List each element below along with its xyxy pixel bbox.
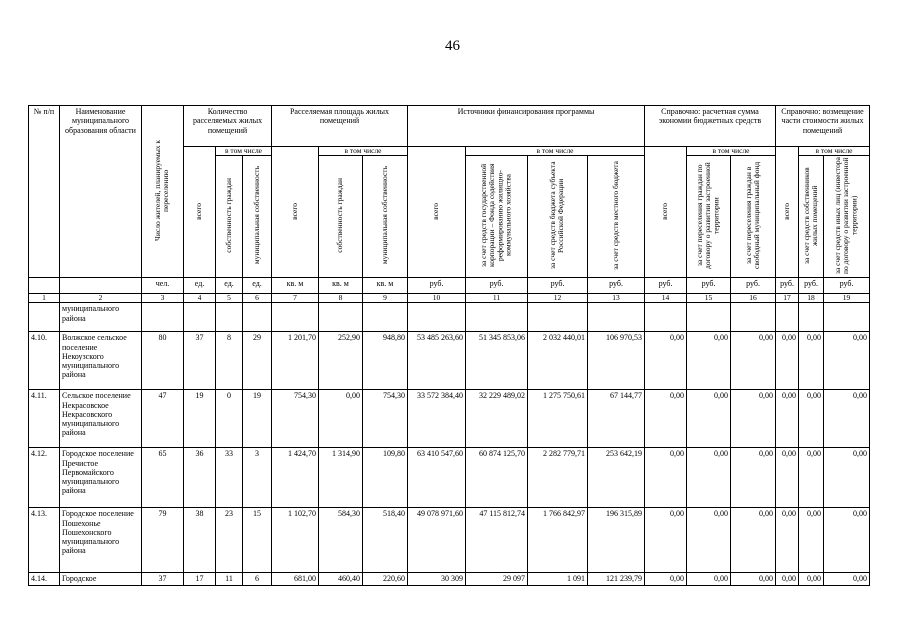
value-cell: 49 078 971,60 <box>408 508 466 573</box>
units-cell: чел. <box>142 278 184 294</box>
table-row <box>29 390 870 448</box>
header-econ-in-that: в том числе <box>687 147 776 156</box>
column-number: 2 <box>60 294 142 303</box>
value-cell: 0,00 <box>824 508 870 573</box>
empty-cell <box>408 303 466 332</box>
municipality-name: Сельское поселение Некрасовское Некрасовского муниципального района <box>60 390 142 448</box>
value-cell: 0 <box>216 390 243 448</box>
municipality-name: Городское <box>60 573 142 585</box>
value-cell: 53 485 263,60 <box>408 332 466 390</box>
header-fund: за счет средств государственной корпорации – Фонда содействия реформированию жилищно-коммунального хозяйства <box>466 156 528 278</box>
column-number: 17 <box>776 294 799 303</box>
header-quantity-in-that: в том числе <box>216 147 272 156</box>
header-quantity-municipal: муниципальная собственность <box>243 156 272 278</box>
value-cell: 0,00 <box>799 573 824 585</box>
header-area-municipal: муниципальная собственность <box>363 156 408 278</box>
empty-cell <box>645 303 687 332</box>
value-cell: 0,00 <box>776 390 799 448</box>
header-local: за счет средств местного бюджета <box>588 156 645 278</box>
value-cell: 0,00 <box>731 448 776 508</box>
column-number: 3 <box>142 294 184 303</box>
value-cell: 252,90 <box>319 332 363 390</box>
value-cell: 0,00 <box>799 508 824 573</box>
header-comp-other: за счет средств иных лиц (инвестора по договору о развитии застроенной территории) <box>824 156 870 278</box>
header-econ-territory: за счет переселения граждан по договору о развитии застроенной территории <box>687 156 731 278</box>
value-cell: 0,00 <box>824 332 870 390</box>
table-row <box>29 508 870 573</box>
value-cell: 37 <box>184 332 216 390</box>
value-cell: 0,00 <box>824 448 870 508</box>
column-number: 19 <box>824 294 870 303</box>
column-number: 11 <box>466 294 528 303</box>
value-cell: 0,00 <box>824 390 870 448</box>
value-cell: 0,00 <box>776 332 799 390</box>
units-row <box>29 278 870 294</box>
value-cell: 681,00 <box>272 573 319 585</box>
value-cell: 754,30 <box>272 390 319 448</box>
column-number: 14 <box>645 294 687 303</box>
value-cell: 33 572 384,40 <box>408 390 466 448</box>
column-number: 7 <box>272 294 319 303</box>
table-row <box>29 573 870 585</box>
value-cell: 0,00 <box>645 508 687 573</box>
row-number: 4.10. <box>29 332 60 390</box>
header-quantity-citizens: собственность граждан <box>216 156 243 278</box>
header-quantity-total: всего <box>184 147 216 278</box>
column-number: 8 <box>319 294 363 303</box>
value-cell: 0,00 <box>799 448 824 508</box>
value-cell: 106 970,53 <box>588 332 645 390</box>
row-number: 4.14. <box>29 573 60 585</box>
value-cell: 0,00 <box>776 448 799 508</box>
column-number: 6 <box>243 294 272 303</box>
value-cell: 19 <box>184 390 216 448</box>
header-sources-in-that: в том числе <box>466 147 645 156</box>
value-cell: 0,00 <box>645 332 687 390</box>
municipality-name: Волжское сельское поселение Некоузского муниципального района <box>60 332 142 390</box>
empty-cell <box>799 303 824 332</box>
value-cell: 2 282 779,71 <box>528 448 588 508</box>
value-cell: 80 <box>142 332 184 390</box>
value-cell: 6 <box>243 573 272 585</box>
empty-cell <box>216 303 243 332</box>
value-cell: 2 032 440,01 <box>528 332 588 390</box>
value-cell: 460,40 <box>319 573 363 585</box>
value-cell: 518,40 <box>363 508 408 573</box>
column-number: 15 <box>687 294 731 303</box>
value-cell: 1 424,70 <box>272 448 319 508</box>
row-number: 4.11. <box>29 390 60 448</box>
header-num: № п/п <box>29 106 60 278</box>
units-cell: руб. <box>799 278 824 294</box>
value-cell: 3 <box>243 448 272 508</box>
units-cell: кв. м <box>272 278 319 294</box>
municipality-name: Городское поселение Пречистое Первомайского муниципального района <box>60 448 142 508</box>
value-cell: 196 315,89 <box>588 508 645 573</box>
value-cell: 0,00 <box>731 390 776 448</box>
column-number: 1 <box>29 294 60 303</box>
value-cell: 30 309 <box>408 573 466 585</box>
value-cell: 1 766 842,97 <box>528 508 588 573</box>
empty-cell <box>363 303 408 332</box>
header-area-citizens: собственность граждан <box>319 156 363 278</box>
table-row <box>29 448 870 508</box>
value-cell: 948,80 <box>363 332 408 390</box>
value-cell: 0,00 <box>687 448 731 508</box>
municipality-name: Городское поселение Пошехонье Пошехонского муниципального района <box>60 508 142 573</box>
value-cell: 11 <box>216 573 243 585</box>
empty-cell <box>588 303 645 332</box>
column-number: 9 <box>363 294 408 303</box>
units-cell: кв. м <box>363 278 408 294</box>
value-cell: 65 <box>142 448 184 508</box>
value-cell: 1 201,70 <box>272 332 319 390</box>
column-number: 16 <box>731 294 776 303</box>
value-cell: 32 229 489,02 <box>466 390 528 448</box>
table-row <box>29 332 870 390</box>
units-cell <box>29 278 60 294</box>
value-cell: 0,00 <box>731 573 776 585</box>
value-cell: 63 410 547,60 <box>408 448 466 508</box>
header-ref-econ: Справочно: расчетная сумма экономии бюджетных средств <box>645 106 776 147</box>
value-cell: 220,60 <box>363 573 408 585</box>
value-cell: 79 <box>142 508 184 573</box>
value-cell: 8 <box>216 332 243 390</box>
value-cell: 19 <box>243 390 272 448</box>
value-cell: 0,00 <box>687 390 731 448</box>
units-cell: руб. <box>824 278 870 294</box>
row-number: 4.12. <box>29 448 60 508</box>
column-number: 12 <box>528 294 588 303</box>
continuation-num <box>29 303 60 332</box>
header-area-in-that: в том числе <box>319 147 408 156</box>
resettlement-table <box>28 105 870 586</box>
header-quantity: Количество расселяемых жилых помещений <box>184 106 272 147</box>
page-number: 46 <box>445 38 460 54</box>
value-cell: 0,00 <box>776 573 799 585</box>
continuation-name: муниципального района <box>60 303 142 332</box>
value-cell: 67 144,77 <box>588 390 645 448</box>
empty-cell <box>319 303 363 332</box>
header-area-total: всего <box>272 147 319 278</box>
units-cell: ед. <box>243 278 272 294</box>
value-cell: 0,00 <box>319 390 363 448</box>
value-cell: 23 <box>216 508 243 573</box>
header-ref-comp: Справочно: возмещение части стоимости жилых помещений <box>776 106 870 147</box>
column-number: 4 <box>184 294 216 303</box>
value-cell: 0,00 <box>731 332 776 390</box>
value-cell: 0,00 <box>687 573 731 585</box>
value-cell: 17 <box>184 573 216 585</box>
value-cell: 1 314,90 <box>319 448 363 508</box>
value-cell: 51 345 853,06 <box>466 332 528 390</box>
value-cell: 60 874 125,70 <box>466 448 528 508</box>
value-cell: 47 115 812,74 <box>466 508 528 573</box>
units-cell: ед. <box>184 278 216 294</box>
header-comp-in-that: в том числе <box>799 147 870 156</box>
header-name: Наименование муниципального образования области <box>60 106 142 278</box>
column-number: 18 <box>799 294 824 303</box>
units-cell: руб. <box>528 278 588 294</box>
value-cell: 0,00 <box>645 448 687 508</box>
header-comp-total: всего <box>776 147 799 278</box>
column-numbers-row <box>29 294 870 303</box>
header-comp-owners: за счет средств собственников жилых помещений <box>799 156 824 278</box>
header-econ-free: за счет переселения граждан в свободный муниципальный фонд <box>731 156 776 278</box>
value-cell: 47 <box>142 390 184 448</box>
value-cell: 0,00 <box>645 573 687 585</box>
value-cell: 1 102,70 <box>272 508 319 573</box>
empty-cell <box>272 303 319 332</box>
value-cell: 33 <box>216 448 243 508</box>
value-cell: 38 <box>184 508 216 573</box>
value-cell: 121 239,79 <box>588 573 645 585</box>
empty-cell <box>142 303 184 332</box>
units-cell: руб. <box>687 278 731 294</box>
continuation-row <box>29 303 870 332</box>
value-cell: 109,80 <box>363 448 408 508</box>
value-cell: 0,00 <box>687 508 731 573</box>
value-cell: 0,00 <box>799 332 824 390</box>
empty-cell <box>687 303 731 332</box>
header-subject: за счет средств бюджета субъекта Российской Федерации <box>528 156 588 278</box>
units-cell: руб. <box>588 278 645 294</box>
value-cell: 584,30 <box>319 508 363 573</box>
value-cell: 15 <box>243 508 272 573</box>
value-cell: 36 <box>184 448 216 508</box>
value-cell: 754,30 <box>363 390 408 448</box>
value-cell: 1 275 750,61 <box>528 390 588 448</box>
units-cell: руб. <box>776 278 799 294</box>
value-cell: 29 097 <box>466 573 528 585</box>
value-cell: 0,00 <box>645 390 687 448</box>
empty-cell <box>243 303 272 332</box>
value-cell: 37 <box>142 573 184 585</box>
header-econ-total: всего <box>645 147 687 278</box>
units-cell: руб. <box>466 278 528 294</box>
empty-cell <box>824 303 870 332</box>
value-cell: 0,00 <box>824 573 870 585</box>
value-cell: 1 091 <box>528 573 588 585</box>
empty-cell <box>466 303 528 332</box>
value-cell: 0,00 <box>687 332 731 390</box>
header-residents: Число жителей, планируемых к переселению <box>142 106 184 278</box>
header-area: Расселяемая площадь жилых помещений <box>272 106 408 147</box>
value-cell: 29 <box>243 332 272 390</box>
empty-cell <box>731 303 776 332</box>
value-cell: 0,00 <box>731 508 776 573</box>
empty-cell <box>776 303 799 332</box>
value-cell: 253 642,19 <box>588 448 645 508</box>
units-cell: кв. м <box>319 278 363 294</box>
value-cell: 0,00 <box>799 390 824 448</box>
units-cell: ед. <box>216 278 243 294</box>
column-number: 13 <box>588 294 645 303</box>
header-sources-total: всего <box>408 147 466 278</box>
header-sources: Источники финансирования программы <box>408 106 645 147</box>
row-number: 4.13. <box>29 508 60 573</box>
column-number: 10 <box>408 294 466 303</box>
empty-cell <box>528 303 588 332</box>
units-cell: руб. <box>645 278 687 294</box>
value-cell: 0,00 <box>776 508 799 573</box>
empty-cell <box>184 303 216 332</box>
units-cell <box>60 278 142 294</box>
column-number: 5 <box>216 294 243 303</box>
units-cell: руб. <box>408 278 466 294</box>
units-cell: руб. <box>731 278 776 294</box>
